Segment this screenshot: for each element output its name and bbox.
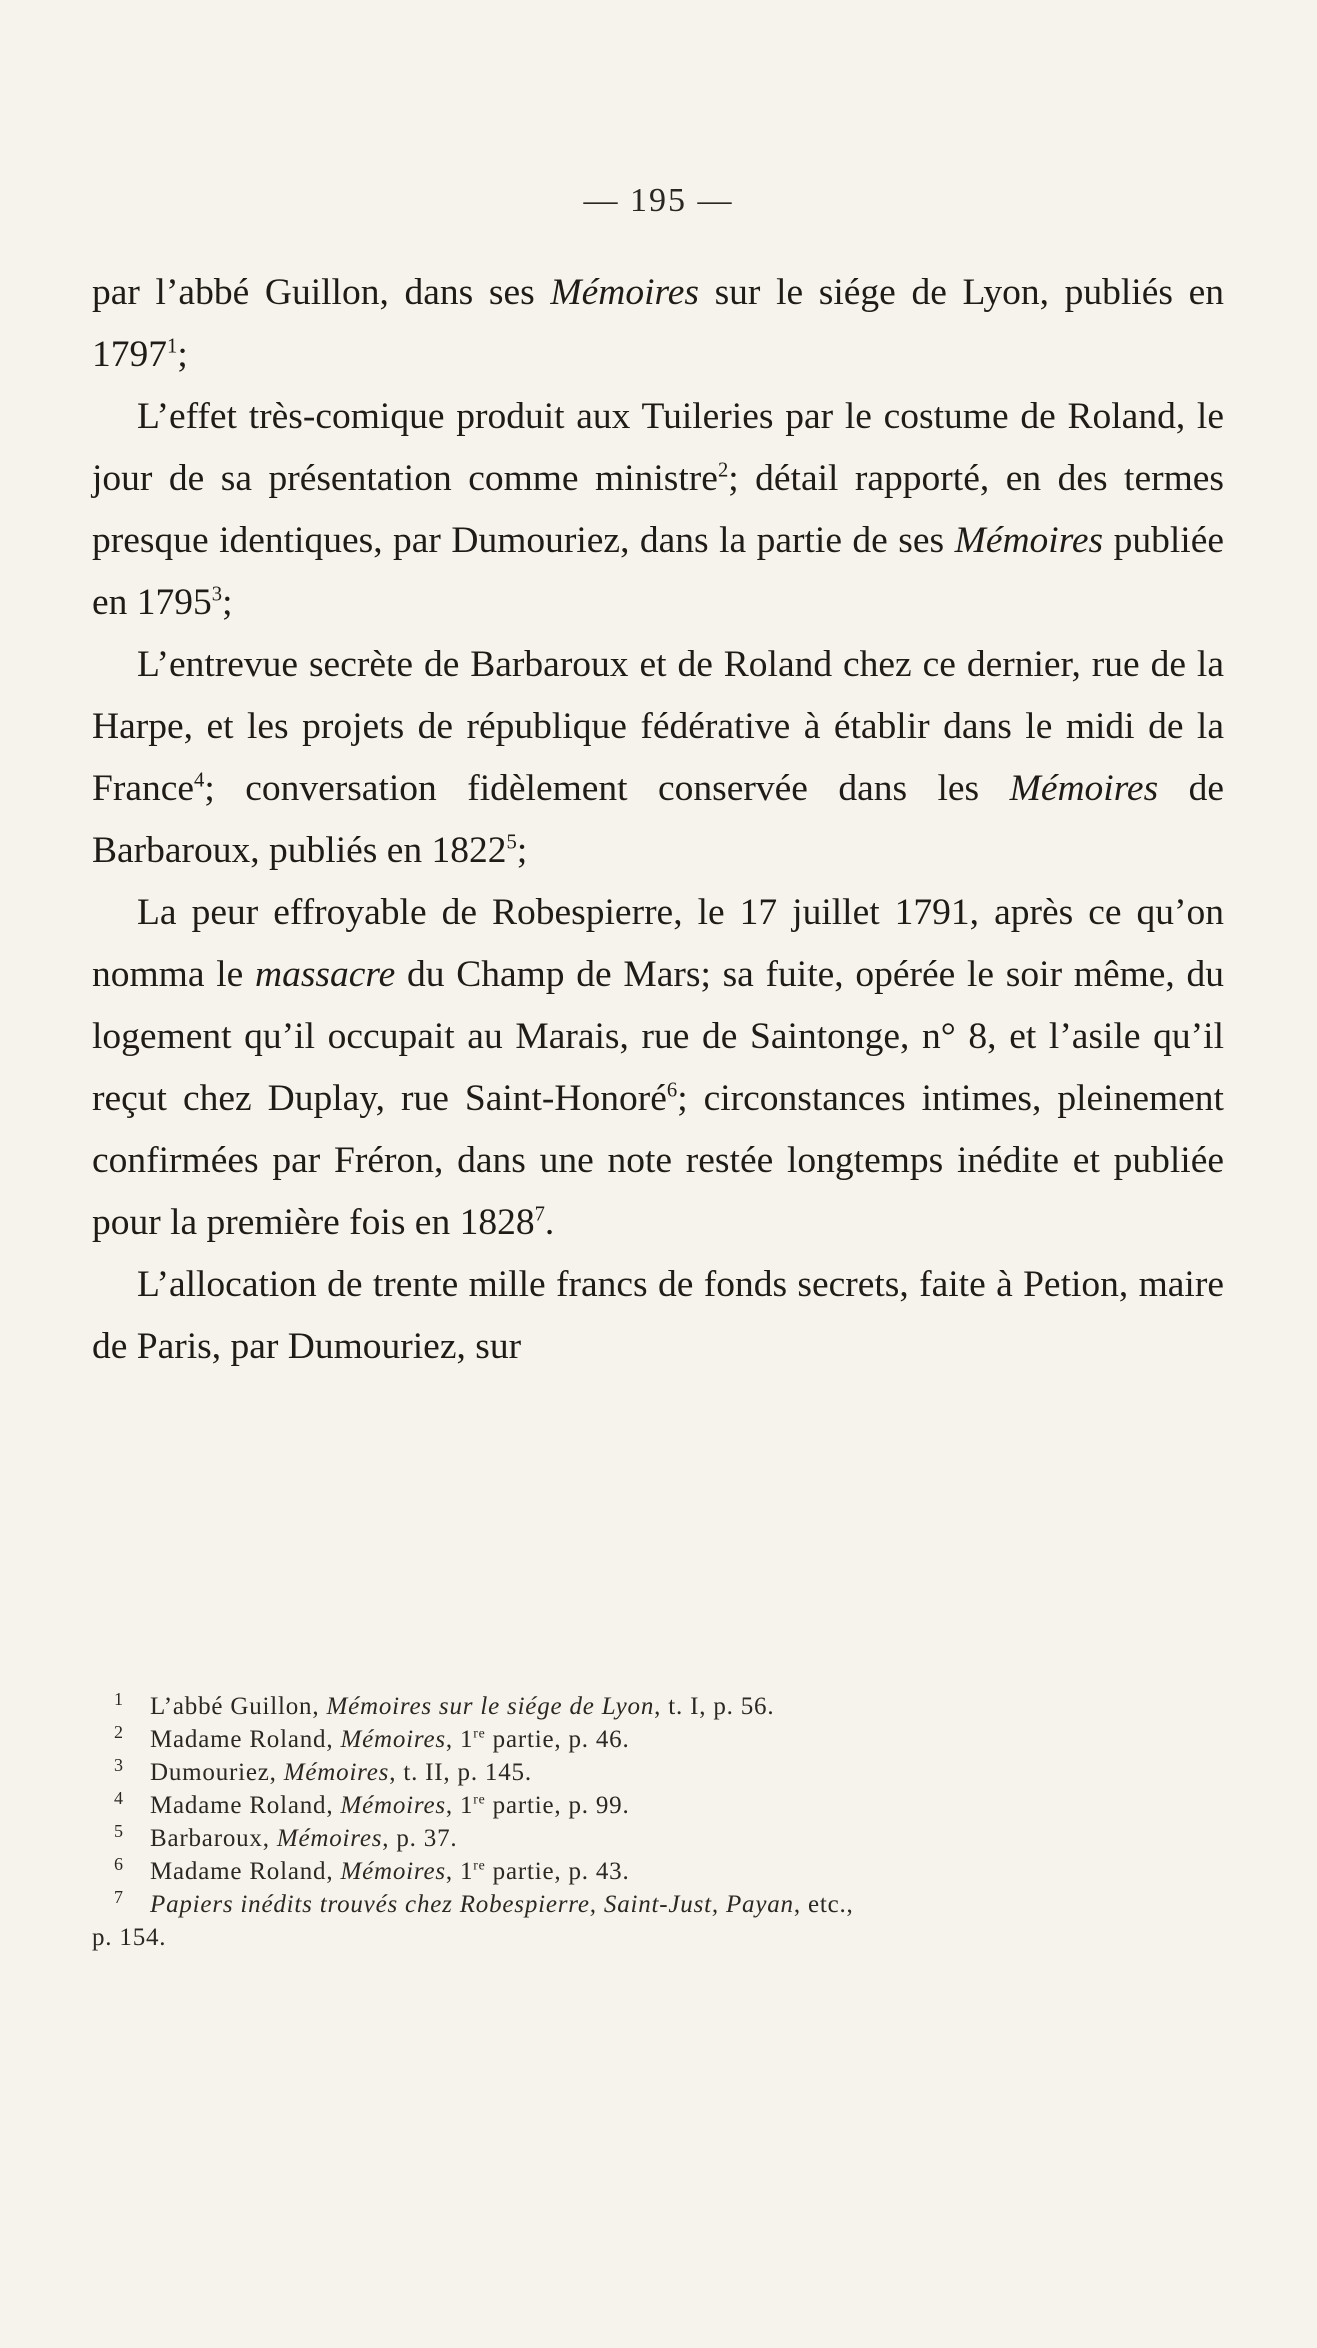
footnote-3: 3 Dumouriez, Mémoires, t. II, p. 145. bbox=[114, 1754, 532, 1786]
text-run: ; bbox=[177, 334, 188, 375]
text-run: . bbox=[544, 1202, 555, 1243]
footnote-ref: 5 bbox=[506, 831, 517, 854]
italic-title: Mémoires sur le siége de Lyon bbox=[326, 1693, 655, 1720]
footnote-ref: 2 bbox=[717, 459, 729, 482]
footnote-5: 5 Barbaroux, Mémoires, p. 37. bbox=[114, 1820, 458, 1852]
text-run: Madame Roland, bbox=[150, 1726, 341, 1753]
italic-title: Papiers inédits trouvés chez Robespierre, Saint-Just, Payan bbox=[150, 1891, 794, 1918]
italic-title: Mémoires bbox=[340, 1792, 446, 1819]
text-run: Dumouriez, bbox=[150, 1759, 284, 1786]
body-text bbox=[92, 262, 1224, 1378]
text-run: , 1 bbox=[445, 1726, 474, 1753]
text-run: par l’abbé Guillon, dans ses bbox=[92, 272, 551, 313]
text-run: du Champ de Mars; sa fuite, opérée le soir même, du logement qu’il occupait au Marais, rue de Saintonge, n° 8, et l’asile qu’il reçut chez Duplay, rue Saint-Honoré bbox=[92, 954, 1224, 1119]
text-run: Barbaroux, bbox=[150, 1825, 277, 1852]
text-run: ; circonstances intimes, pleinement confirmées par Fréron, dans une note restée longtemps inédite et publiée pour la première fois en 1828 bbox=[92, 1078, 1224, 1243]
text-run: ; bbox=[516, 830, 528, 871]
paragraph-3 bbox=[92, 634, 1224, 882]
footnote-7-continuation: p. 154. bbox=[92, 1924, 167, 1951]
italic-title: Mémoires bbox=[340, 1858, 446, 1885]
text-run: , t. I, p. 56. bbox=[654, 1693, 775, 1720]
text-run: , etc., bbox=[793, 1891, 854, 1918]
footnote-2: 2 Madame Roland, Mémoires, 1re partie, p. 46. bbox=[114, 1721, 630, 1753]
text-run: , 1 bbox=[445, 1858, 474, 1885]
ordinal-suffix: re bbox=[473, 1791, 486, 1807]
footnote-6: 6 Madame Roland, Mémoires, 1re partie, p. 43. bbox=[114, 1853, 630, 1885]
italic-title: Mémoires bbox=[283, 1759, 390, 1786]
italic-title: Mémoires bbox=[1009, 768, 1159, 809]
text-run: ; détail rapporté, en des termes presque identiques, par Dumouriez, dans la partie de ses bbox=[92, 458, 1224, 561]
text-run: L’effet très-comique produit aux Tuileries par le costume de Roland, le jour de sa présentation comme ministre bbox=[92, 396, 1224, 499]
italic-title: Mémoires bbox=[954, 520, 1104, 561]
text-run: partie, p. 99. bbox=[485, 1792, 630, 1819]
text-run: L’entrevue secrète de Barbaroux et de Roland chez ce dernier, rue de la Harpe, et les projets de république fédérative à établir dans le midi de la France bbox=[92, 644, 1224, 809]
footnote-ref: 7 bbox=[534, 1203, 545, 1226]
footnote-1: 1 L’abbé Guillon, Mémoires sur le siége de Lyon, t. I, p. 56. bbox=[114, 1688, 775, 1720]
text-run: partie, p. 46. bbox=[485, 1726, 630, 1753]
ordinal-suffix: re bbox=[473, 1725, 486, 1741]
italic-word: massacre bbox=[255, 954, 396, 995]
footnote-7: 7 Papiers inédits trouvés chez Robespierre, Saint-Just, Payan, etc., bbox=[114, 1886, 854, 1918]
text-run: Madame Roland, bbox=[150, 1858, 341, 1885]
text-run: , p. 37. bbox=[382, 1825, 458, 1852]
text-run: La peur effroyable de Robespierre, le 17 juillet 1791, après ce qu’on nomma le bbox=[92, 892, 1224, 995]
text-run: partie, p. 43. bbox=[485, 1858, 630, 1885]
text-run: ; bbox=[222, 582, 233, 623]
text-run: ; conversation fidèlement conservée dans les bbox=[204, 768, 1010, 809]
footnote-ref: 6 bbox=[666, 1079, 678, 1102]
text-run: de Barbaroux, publiés en 1822 bbox=[92, 768, 1224, 871]
italic-title: Mémoires bbox=[276, 1825, 383, 1852]
text-run: , t. II, p. 145. bbox=[389, 1759, 532, 1786]
text-run: Madame Roland, bbox=[150, 1792, 341, 1819]
footnote-ref: 3 bbox=[211, 583, 223, 606]
footnote-ref: 4 bbox=[194, 769, 205, 792]
paragraph-4 bbox=[92, 882, 1224, 1254]
italic-title: Mémoires bbox=[550, 272, 699, 313]
text-run: L’abbé Guillon, bbox=[150, 1693, 327, 1720]
footnote-4: 4 Madame Roland, Mémoires, 1re partie, p. 99. bbox=[114, 1787, 630, 1819]
paragraph-5 bbox=[92, 1254, 1224, 1378]
text-run: L’allocation de trente mille francs de fonds secrets, faite à Petion, maire de Paris, par Dumouriez, sur bbox=[92, 1264, 1224, 1367]
page-number: — 195 — bbox=[583, 182, 734, 219]
text-run: , 1 bbox=[445, 1792, 474, 1819]
text-run: sur le siége de Lyon, publiés en 1797 bbox=[92, 272, 1224, 375]
italic-title: Mémoires bbox=[340, 1726, 446, 1753]
text-run: publiée en 1795 bbox=[92, 520, 1224, 623]
footnote-ref: 1 bbox=[167, 335, 178, 358]
paragraph-2 bbox=[92, 386, 1224, 634]
footnotes bbox=[92, 1690, 1224, 1954]
paragraph-1 bbox=[92, 262, 1224, 386]
ordinal-suffix: re bbox=[473, 1857, 486, 1873]
